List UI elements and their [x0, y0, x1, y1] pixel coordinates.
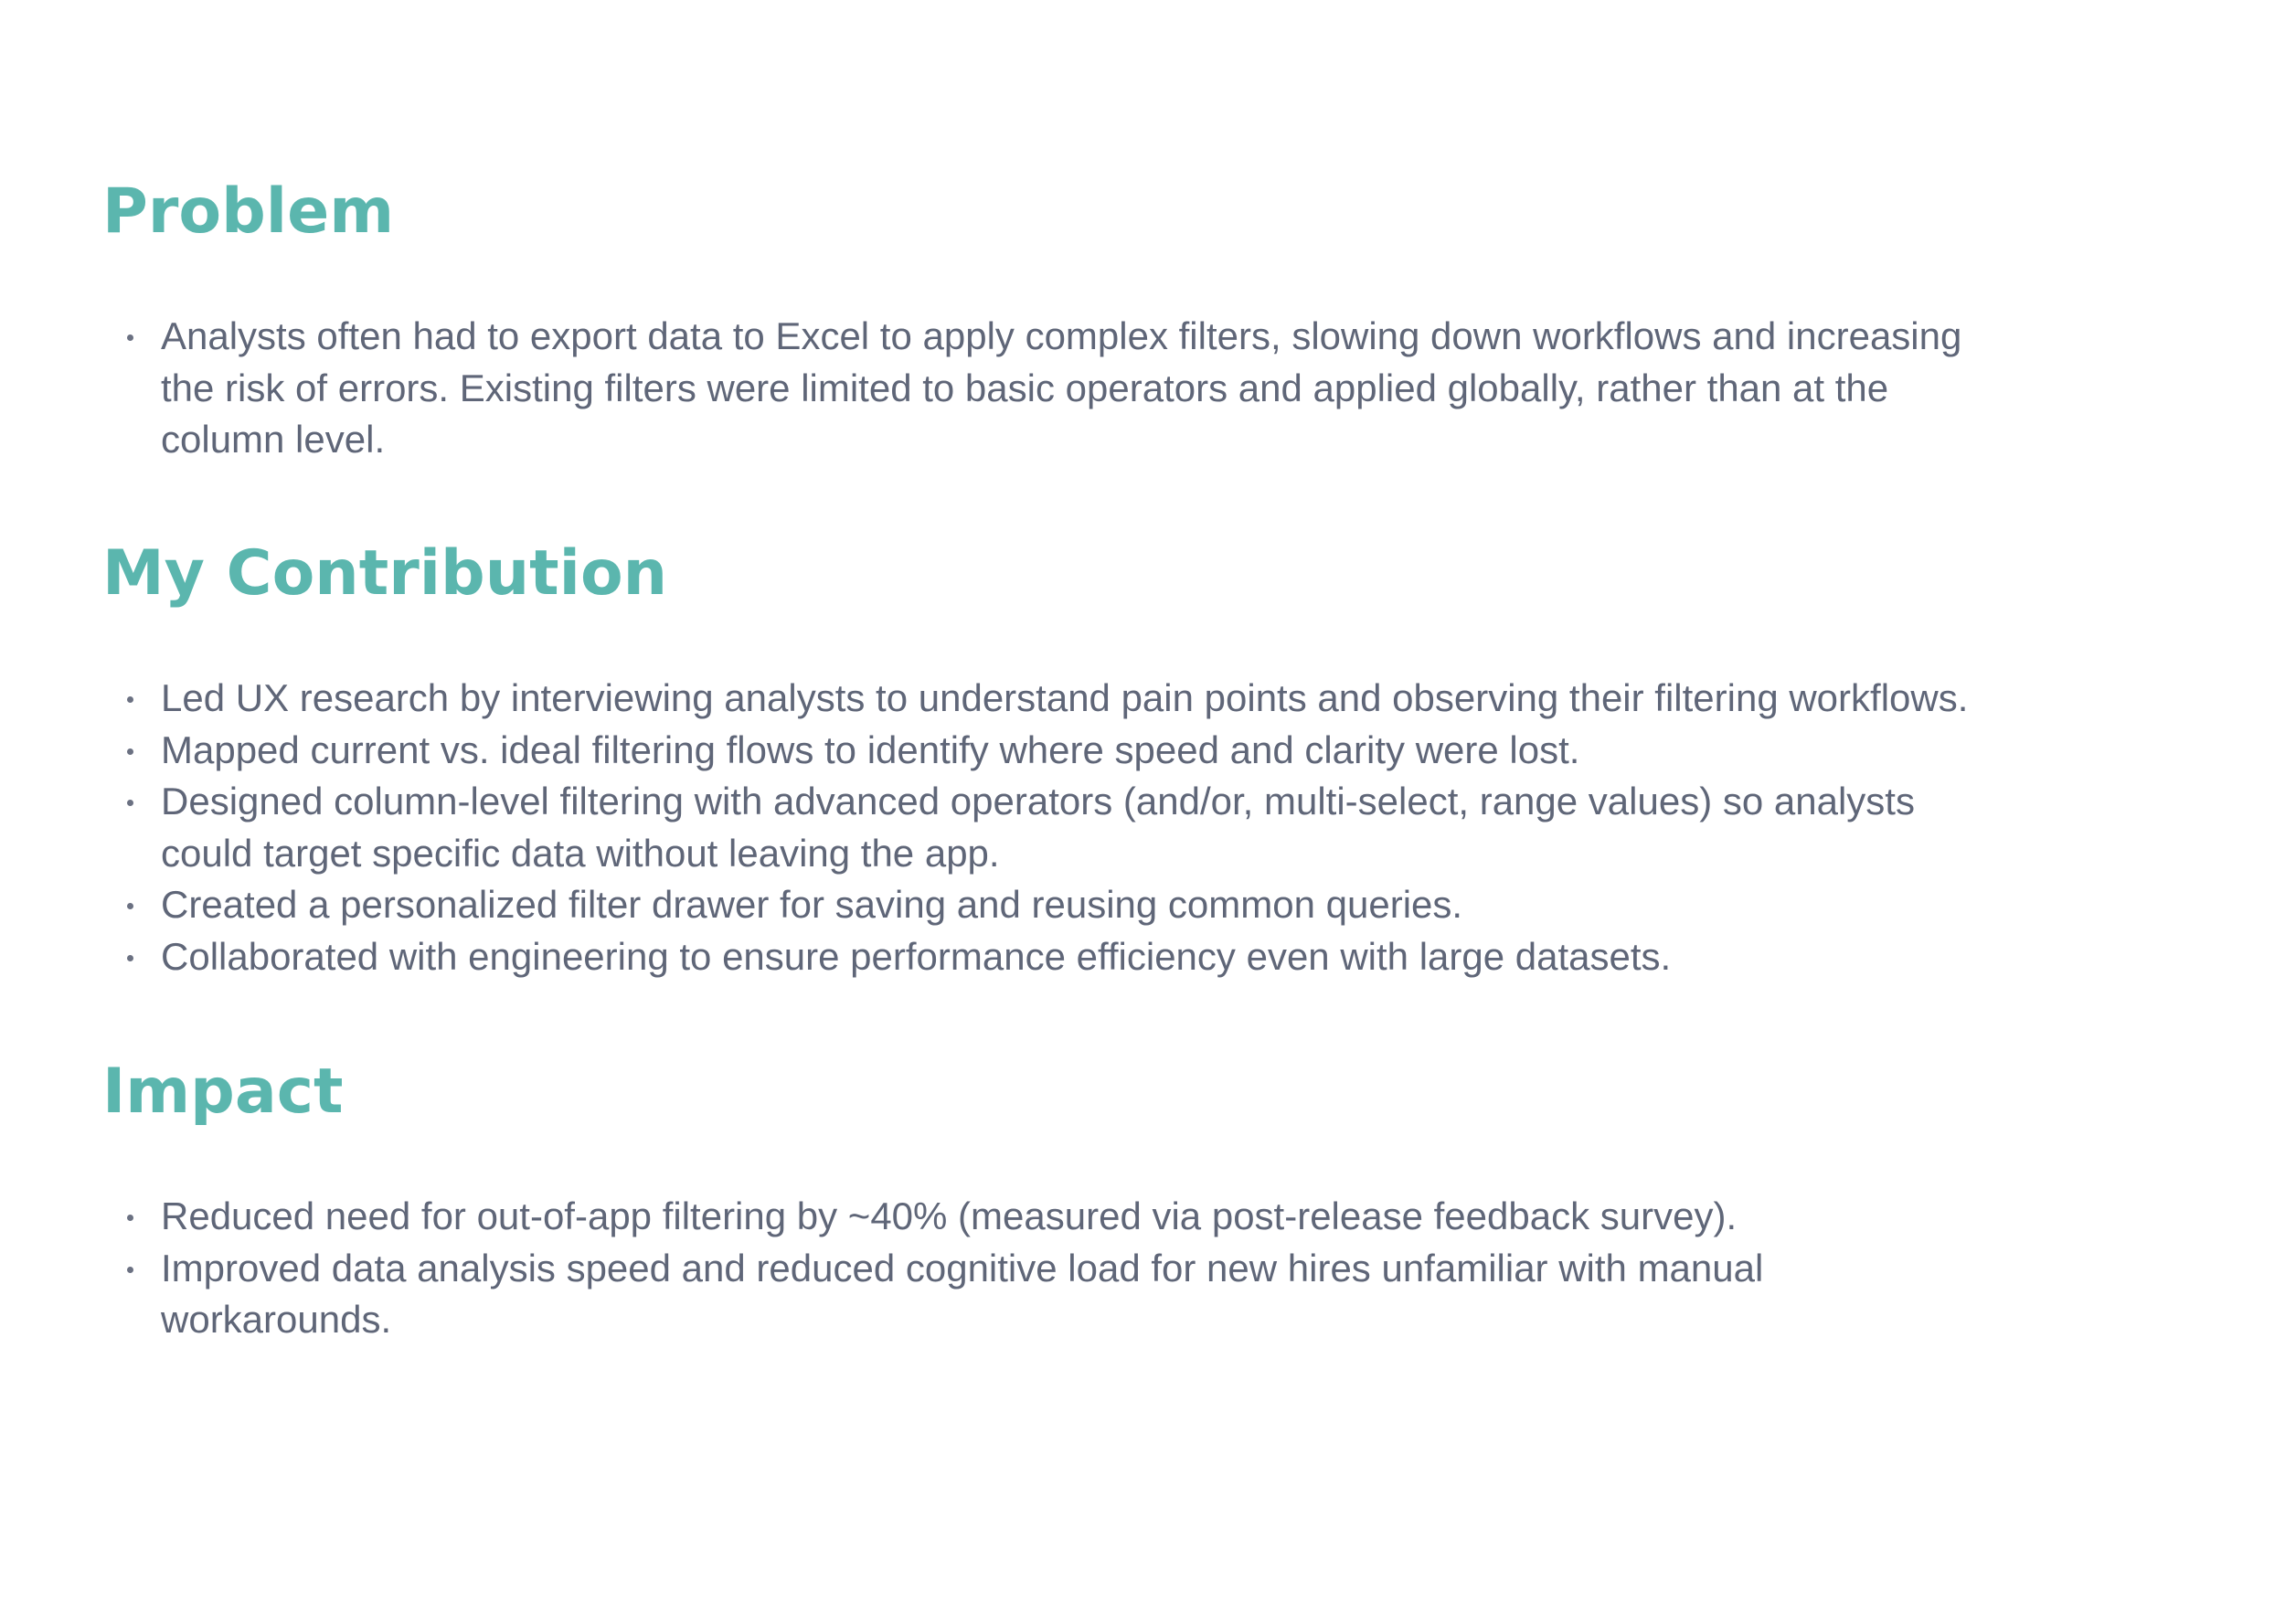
bullet-line: Analysts often had to export data to Excel to apply complex filters, slowing down workflows and increasing: [161, 314, 1962, 357]
bullet-line: workarounds.: [161, 1298, 392, 1341]
list-item: [102, 1191, 2217, 1243]
problem-heading: Problem: [102, 175, 395, 248]
bullet-line: Designed column-level filtering with advanced operators (and/or, multi-select, range values) so analysts: [161, 780, 1915, 823]
bullet-line: could target specific data without leaving the app.: [161, 831, 1000, 875]
list-item: [102, 879, 2217, 931]
problem-section: [102, 175, 2205, 461]
bullet-icon: [127, 334, 133, 341]
list-item: [102, 931, 2217, 983]
impact-bullet-list: [102, 1191, 2217, 1346]
bullet-line: Mapped current vs. ideal filtering flows to identify where speed and clarity were lost.: [161, 727, 1580, 771]
bullet-icon: [127, 748, 133, 755]
list-item: [102, 673, 2217, 725]
list-item: [102, 776, 2217, 879]
bullet-icon: [127, 1215, 133, 1221]
impact-heading: Impact: [102, 1056, 344, 1128]
contribution-bullet-list: [102, 673, 2217, 982]
contribution-section: [102, 537, 2205, 978]
bullet-icon: [127, 1267, 133, 1273]
bullet-icon: [127, 903, 133, 909]
contribution-heading: My Contribution: [102, 537, 668, 610]
list-item: [102, 725, 2217, 777]
list-item: [102, 311, 2217, 466]
impact-section: [102, 1056, 2205, 1341]
problem-bullet-list: [102, 311, 2217, 466]
bullet-icon: [127, 800, 133, 806]
bullet-line: Improved data analysis speed and reduced cognitive load for new hires unfamiliar with manual: [161, 1246, 1764, 1290]
bullet-line: Collaborated with engineering to ensure performance efficiency even with large datasets.: [161, 934, 1672, 978]
bullet-line: the risk of errors. Existing filters were limited to basic operators and applied globally, rather than at the: [161, 366, 1889, 409]
bullet-icon: [127, 696, 133, 703]
bullet-icon: [127, 955, 133, 961]
bullet-line: Created a personalized filter drawer for saving and reusing common queries.: [161, 883, 1463, 926]
list-item: [102, 1243, 2217, 1346]
bullet-line: column level.: [161, 418, 386, 461]
bullet-line: Reduced need for out-of-app filtering by ~40% (measured via post-release feedback survey).: [161, 1194, 1738, 1237]
bullet-line: Led UX research by interviewing analysts to understand pain points and observing their filtering workflows.: [161, 676, 1969, 719]
